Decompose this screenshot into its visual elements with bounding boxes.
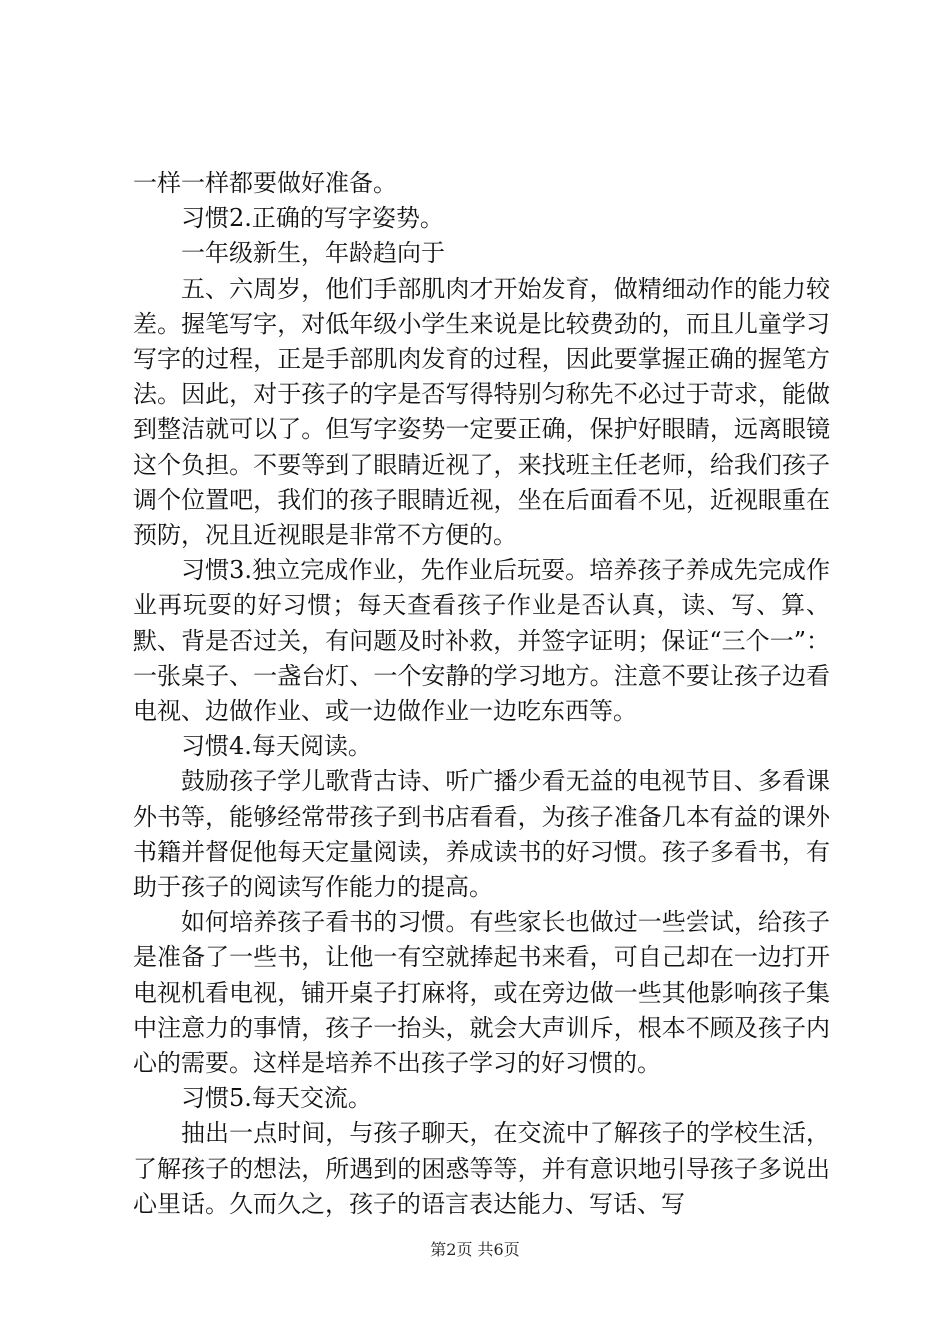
paragraph-continuation: 一样一样都要做好准备。 (133, 169, 397, 197)
habit-3-paragraph: 习惯3.独立完成作业，先作业后玩耍。培养孩子养成先完成作业再玩耍的好习惯；每天查看孩子作业是否认真，读、写、算、默、背是否过关，有问题及时补救，并签字证明；保证“三个一”：一张桌子、一盏台灯、一个安静的学习地方。注意不要让孩子边看电视、边做作业、或一边做作业一边吃东西等。 (133, 556, 830, 726)
habit-4-heading: 习惯4.每天阅读。 (181, 732, 372, 761)
paragraph: 一年级新生，年龄趋向于 (181, 239, 445, 268)
page-number-footer: 第2页 共6页 (430, 1240, 520, 1259)
habit-5-heading: 习惯5.每天交流。 (181, 1084, 372, 1113)
paragraph: 五、六周岁，他们手部肌肉才开始发育，做精细动作的能力较差。握笔写字，对低年级小学生来说是比较费劲的，而且儿童学习写字的过程，正是手部肌肉发育的过程，因此要掌握正确的握笔方法。因此，对于孩子的字是否写得特别匀称先不必过于苛求，能做到整洁就可以了。但写字姿势一定要正确，保护好眼睛，远离眼镜这个负担。不要等到了眼睛近视了，来找班主任老师，给我们孩子调个位置吧，我们的孩子眼睛近视，坐在后面看不见，近视眼重在预防，况且近视眼是非常不方便的。 (133, 274, 830, 550)
paragraph: 抽出一点时间，与孩子聊天，在交流中了解孩子的学校生活，了解孩子的想法，所遇到的困惑等等，并有意识地引导孩子多说出心里话。久而久之，孩子的语言表达能力、写话、写 (133, 1119, 830, 1218)
document-body (133, 166, 830, 1222)
paragraph: 鼓励孩子学儿歌背古诗、听广播少看无益的电视节目、多看课外书等，能够经常带孩子到书店看看，为孩子准备几本有益的课外书籍并督促他每天定量阅读，养成读书的好习惯。孩子多看书，有助于孩子的阅读写作能力的提高。 (133, 767, 830, 902)
paragraph: 如何培养孩子看书的习惯。有些家长也做过一些尝试，给孩子是准备了一些书，让他一有空就捧起书来看，可自己却在一边打开电视机看电视，铺开桌子打麻将，或在旁边做一些其他影响孩子集中注意力的事情，孩子一抬头，就会大声训斥，根本不顾及孩子内心的需要。这样是培养不出孩子学习的好习惯的。 (133, 908, 830, 1078)
habit-2-heading: 习惯2.正确的写字姿势。 (181, 204, 444, 233)
